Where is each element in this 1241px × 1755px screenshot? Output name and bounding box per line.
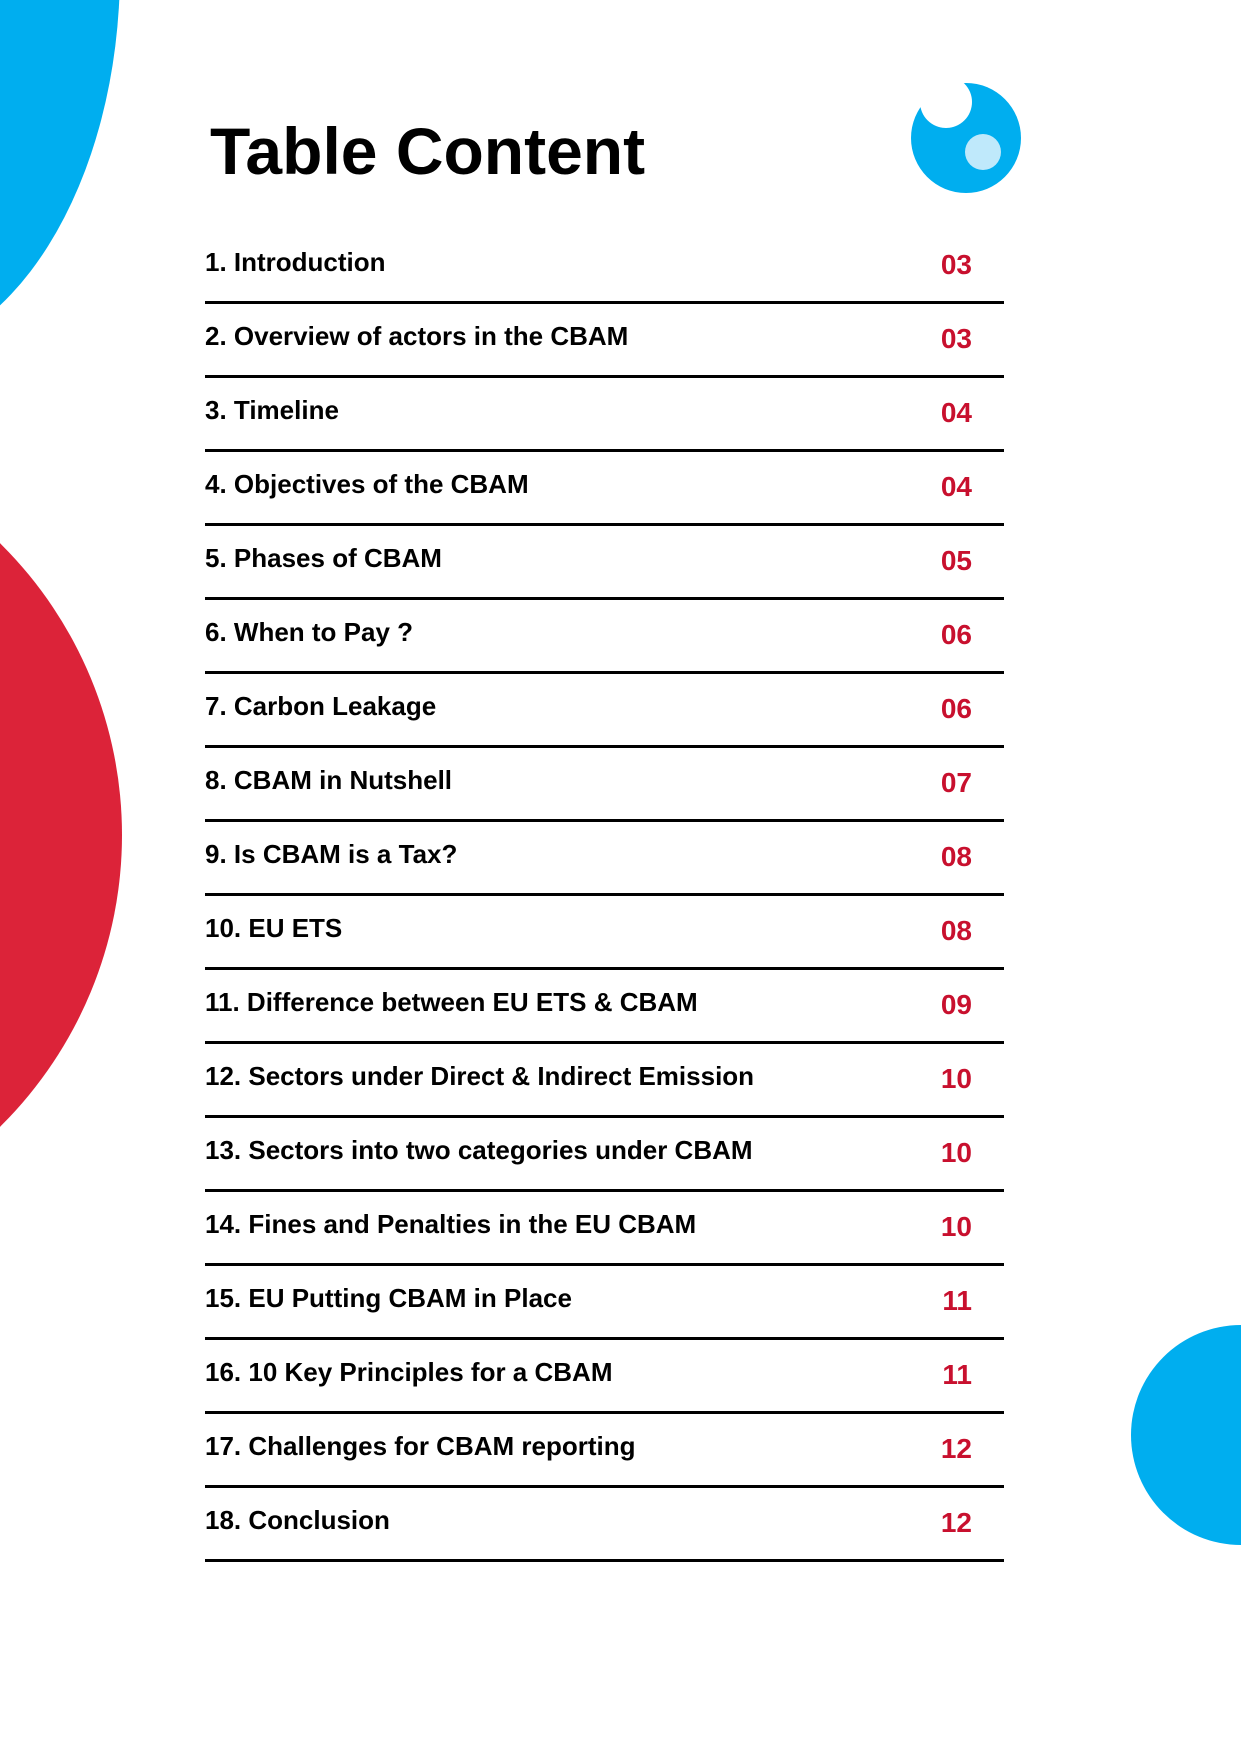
toc-row[interactable] bbox=[205, 378, 1004, 452]
toc-page-number: 03 bbox=[940, 322, 972, 354]
toc-entry-title: 14. Fines and Penalties in the EU CBAM bbox=[205, 1209, 697, 1239]
toc-entry-title: 2. Overview of actors in the CBAM bbox=[205, 321, 629, 351]
toc-page-number: 08 bbox=[940, 840, 972, 872]
toc-page-number: 12 bbox=[940, 1506, 972, 1538]
toc-row[interactable] bbox=[205, 1488, 1004, 1562]
toc-entry-title: 6. When to Pay ? bbox=[205, 617, 414, 647]
toc-page-number: 10 bbox=[940, 1136, 972, 1168]
toc-page-number: 06 bbox=[940, 618, 972, 650]
toc-row[interactable] bbox=[205, 600, 1004, 674]
toc-page-number: 11 bbox=[942, 1284, 972, 1316]
toc-entry-title: 12. Sectors under Direct & Indirect Emission bbox=[205, 1061, 755, 1091]
toc-entry-title: 7. Carbon Leakage bbox=[205, 691, 437, 721]
toc-entry-title: 16. 10 Key Principles for a CBAM bbox=[205, 1357, 613, 1387]
toc-entry-title: 13. Sectors into two categories under CBAM bbox=[205, 1135, 753, 1165]
toc-entry-title: 3. Timeline bbox=[205, 395, 339, 425]
toc-page-number: 04 bbox=[940, 470, 972, 502]
toc-page-number: 12 bbox=[940, 1432, 972, 1464]
toc-row[interactable] bbox=[205, 1118, 1004, 1192]
toc-entry-title: 9. Is CBAM is a Tax? bbox=[205, 839, 458, 869]
toc-page-number: 06 bbox=[940, 692, 972, 724]
toc-entry-title: 4. Objectives of the CBAM bbox=[205, 469, 529, 499]
toc-entry-title: 10. EU ETS bbox=[205, 913, 343, 943]
decorative-blue-circle-top bbox=[0, 0, 120, 360]
toc-page-number: 05 bbox=[940, 544, 972, 576]
toc-row[interactable] bbox=[205, 896, 1004, 970]
toc-row[interactable] bbox=[205, 304, 1004, 378]
toc-page-number: 11 bbox=[942, 1358, 972, 1390]
toc-row[interactable] bbox=[205, 230, 1004, 304]
toc-page-number: 10 bbox=[940, 1062, 972, 1094]
toc-row[interactable] bbox=[205, 1340, 1004, 1414]
decorative-blue-circle-right bbox=[1131, 1325, 1241, 1545]
toc-row[interactable] bbox=[205, 822, 1004, 896]
toc-row[interactable] bbox=[205, 748, 1004, 822]
bubble-icon bbox=[908, 80, 1024, 196]
table-of-contents bbox=[205, 230, 1004, 1562]
toc-page-number: 08 bbox=[940, 914, 972, 946]
toc-entry-title: 1. Introduction bbox=[205, 247, 386, 277]
toc-row[interactable] bbox=[205, 1414, 1004, 1488]
toc-row[interactable] bbox=[205, 452, 1004, 526]
toc-row[interactable] bbox=[205, 674, 1004, 748]
toc-entry-title: 17. Challenges for CBAM reporting bbox=[205, 1431, 636, 1461]
toc-entry-title: 15. EU Putting CBAM in Place bbox=[205, 1283, 572, 1313]
toc-page-number: 03 bbox=[940, 248, 972, 280]
toc-row[interactable] bbox=[205, 970, 1004, 1044]
toc-entry-title: 11. Difference between EU ETS & CBAM bbox=[205, 987, 698, 1017]
toc-page-number: 09 bbox=[940, 988, 972, 1020]
toc-page-number: 10 bbox=[940, 1210, 972, 1242]
toc-row[interactable] bbox=[205, 1044, 1004, 1118]
toc-entry-title: 18. Conclusion bbox=[205, 1505, 390, 1535]
toc-row[interactable] bbox=[205, 1266, 1004, 1340]
decorative-red-circle-left bbox=[0, 425, 122, 1245]
toc-page-number: 07 bbox=[940, 766, 972, 798]
toc-row[interactable] bbox=[205, 526, 1004, 600]
toc-entry-title: 5. Phases of CBAM bbox=[205, 543, 442, 573]
toc-page-number: 04 bbox=[940, 396, 972, 428]
toc-entry-title: 8. CBAM in Nutshell bbox=[205, 765, 453, 795]
toc-row[interactable] bbox=[205, 1192, 1004, 1266]
page-title: Table Content bbox=[210, 114, 646, 188]
